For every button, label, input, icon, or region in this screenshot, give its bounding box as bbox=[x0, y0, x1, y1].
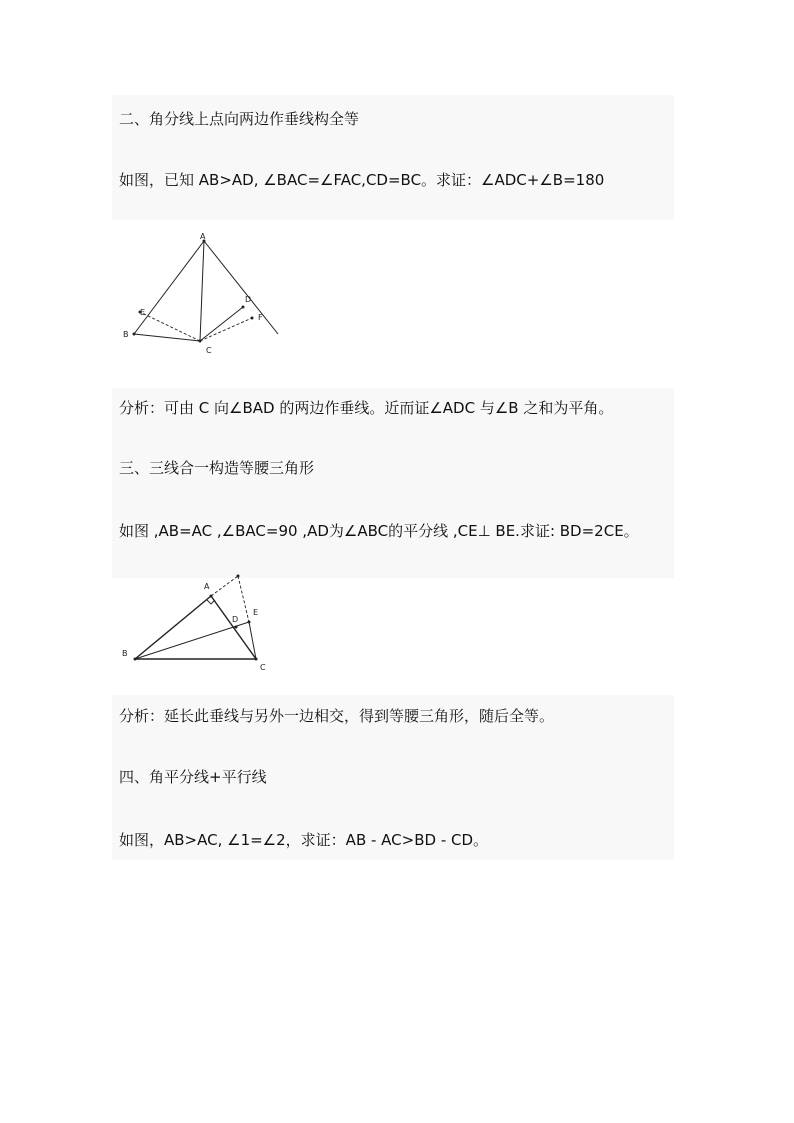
fig1-label-b: B bbox=[123, 330, 129, 339]
fig1-label-e: E bbox=[140, 308, 146, 317]
fig2-label-c: C bbox=[260, 663, 266, 672]
figure-1-angle-bisector bbox=[118, 228, 288, 358]
section3-heading: 三、三线合一构造等腰三角形 bbox=[119, 459, 315, 477]
figure-2-isosceles bbox=[118, 568, 288, 680]
fig2-label-e: E bbox=[253, 608, 259, 617]
section2-analysis: 分析：可由 C 向∠BAD 的两边作垂线。近而证∠ADC 与∠B 之和为平角。 bbox=[119, 399, 614, 417]
section4-heading: 四、角平分线+平行线 bbox=[119, 768, 267, 786]
section3-problem: 如图 ,AB=AC ,∠BAC=90 ,AD为∠ABC的平分线 ,CE⊥ BE.求证: BD=2CE。 bbox=[119, 522, 639, 540]
section2-problem: 如图，已知 AB>AD, ∠BAC=∠FAC,CD=BC。求证：∠ADC+∠B=180 bbox=[119, 171, 605, 189]
fig2-label-b: B bbox=[122, 649, 128, 658]
fig1-label-a: A bbox=[200, 232, 206, 241]
fig2-label-a: A bbox=[204, 582, 210, 591]
fig1-label-f: F bbox=[258, 313, 263, 322]
section4-problem: 如图，AB>AC, ∠1=∠2，求证：AB - AC>BD - CD。 bbox=[119, 831, 489, 849]
section3-analysis: 分析：延长此垂线与另外一边相交，得到等腰三角形，随后全等。 bbox=[119, 707, 555, 725]
fig2-label-d: D bbox=[232, 615, 239, 624]
section2-heading: 二、角分线上点向两边作垂线构全等 bbox=[119, 110, 360, 128]
fig1-label-d: D bbox=[245, 295, 252, 304]
fig1-label-c: C bbox=[206, 346, 212, 355]
